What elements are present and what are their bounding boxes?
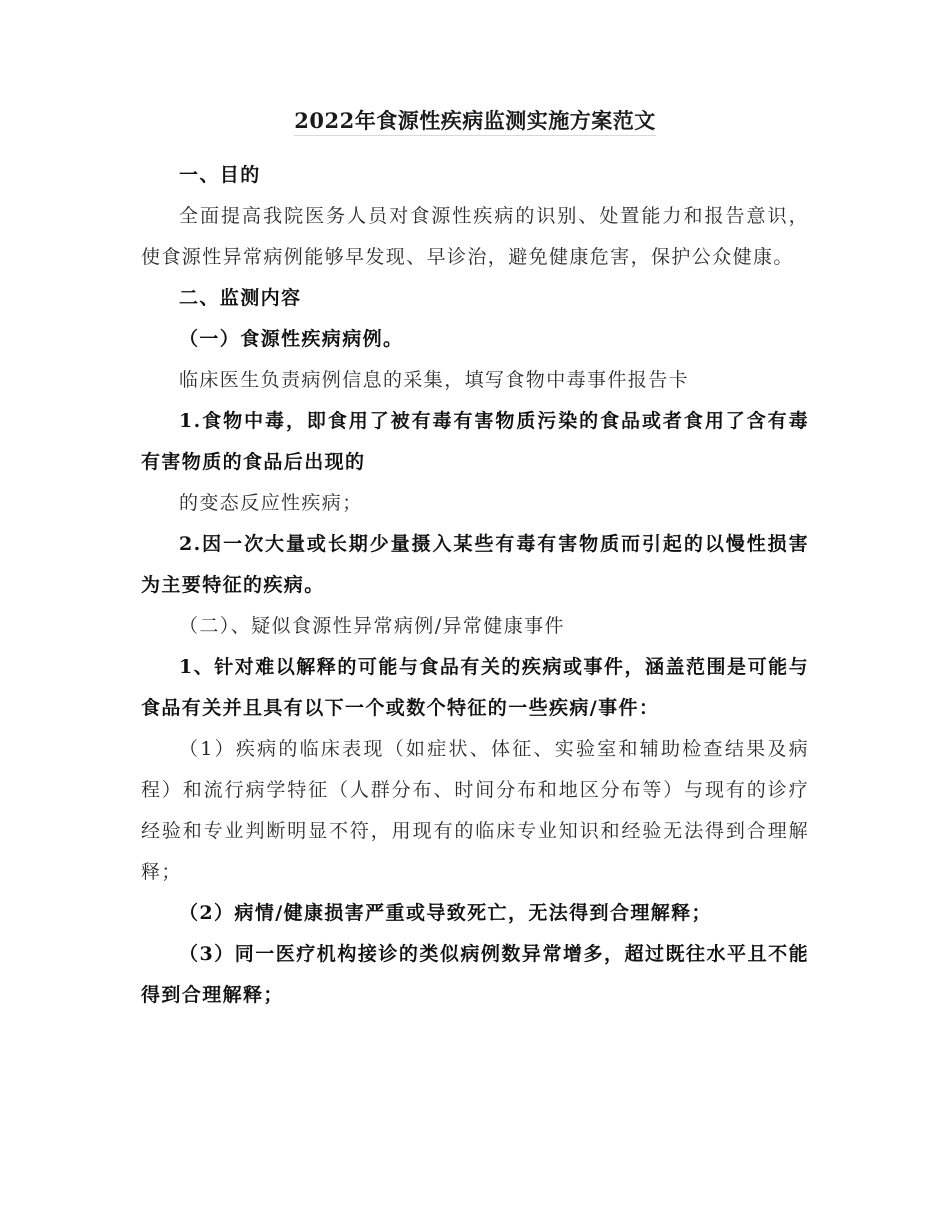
paragraph-allergic-disease: 的变态反应性疾病； <box>179 492 363 514</box>
document-title-text: 2022年食源性疾病监测实施方案范文 <box>294 108 655 136</box>
criterion-severe-harm: （2）病情/健康损害严重或导致死亡，无法得到合理解释； <box>179 902 712 924</box>
section-heading-monitoring: 二、监测内容 <box>179 287 302 309</box>
list-item-food-poisoning: 1.食物中毒，即食用了被有毒有害物质污染的食品或者食用了含有毒有害物质的食品后出现的 <box>141 410 809 473</box>
document-body <box>141 155 809 1016</box>
paragraph-purpose: 全面提高我院医务人员对食源性疾病的识别、处置能力和报告意识，使食源性异常病例能够早发现、早诊治，避免健康危害，保护公众健康。 <box>141 205 809 268</box>
criterion-case-increase: （3）同一医疗机构接诊的类似病例数异常增多，超过既往水平且不能得到合理解释； <box>141 943 809 1006</box>
subheading-cases: （一）食源性疾病病例。 <box>179 328 404 350</box>
paragraph-clinician-duty: 临床医生负责病例信息的采集，填写食物中毒事件报告卡 <box>179 369 690 391</box>
criterion-clinical-mismatch: （1）疾病的临床表现（如症状、体征、实验室和辅助检查结果及病程）和流行病学特征（人群分布、时间分布和地区分布等）与现有的诊疗经验和专业判断明显不符，用现有的临床专业知识和经验无法得到合理解释； <box>141 738 809 883</box>
list-item-unexplained-events: 1、针对难以解释的可能与食品有关的疾病或事件，涵盖范围是可能与食品有关并且具有以下一个或数个特征的一些疾病/事件： <box>141 656 809 719</box>
section-heading-purpose: 一、目的 <box>179 164 261 186</box>
subheading-suspected-cases: （二）、疑似食源性异常病例/异常健康事件 <box>179 615 565 637</box>
list-item-chronic-damage: 2.因一次大量或长期少量摄入某些有毒有害物质而引起的以慢性损害为主要特征的疾病。 <box>141 533 809 596</box>
document-title <box>0 103 950 139</box>
